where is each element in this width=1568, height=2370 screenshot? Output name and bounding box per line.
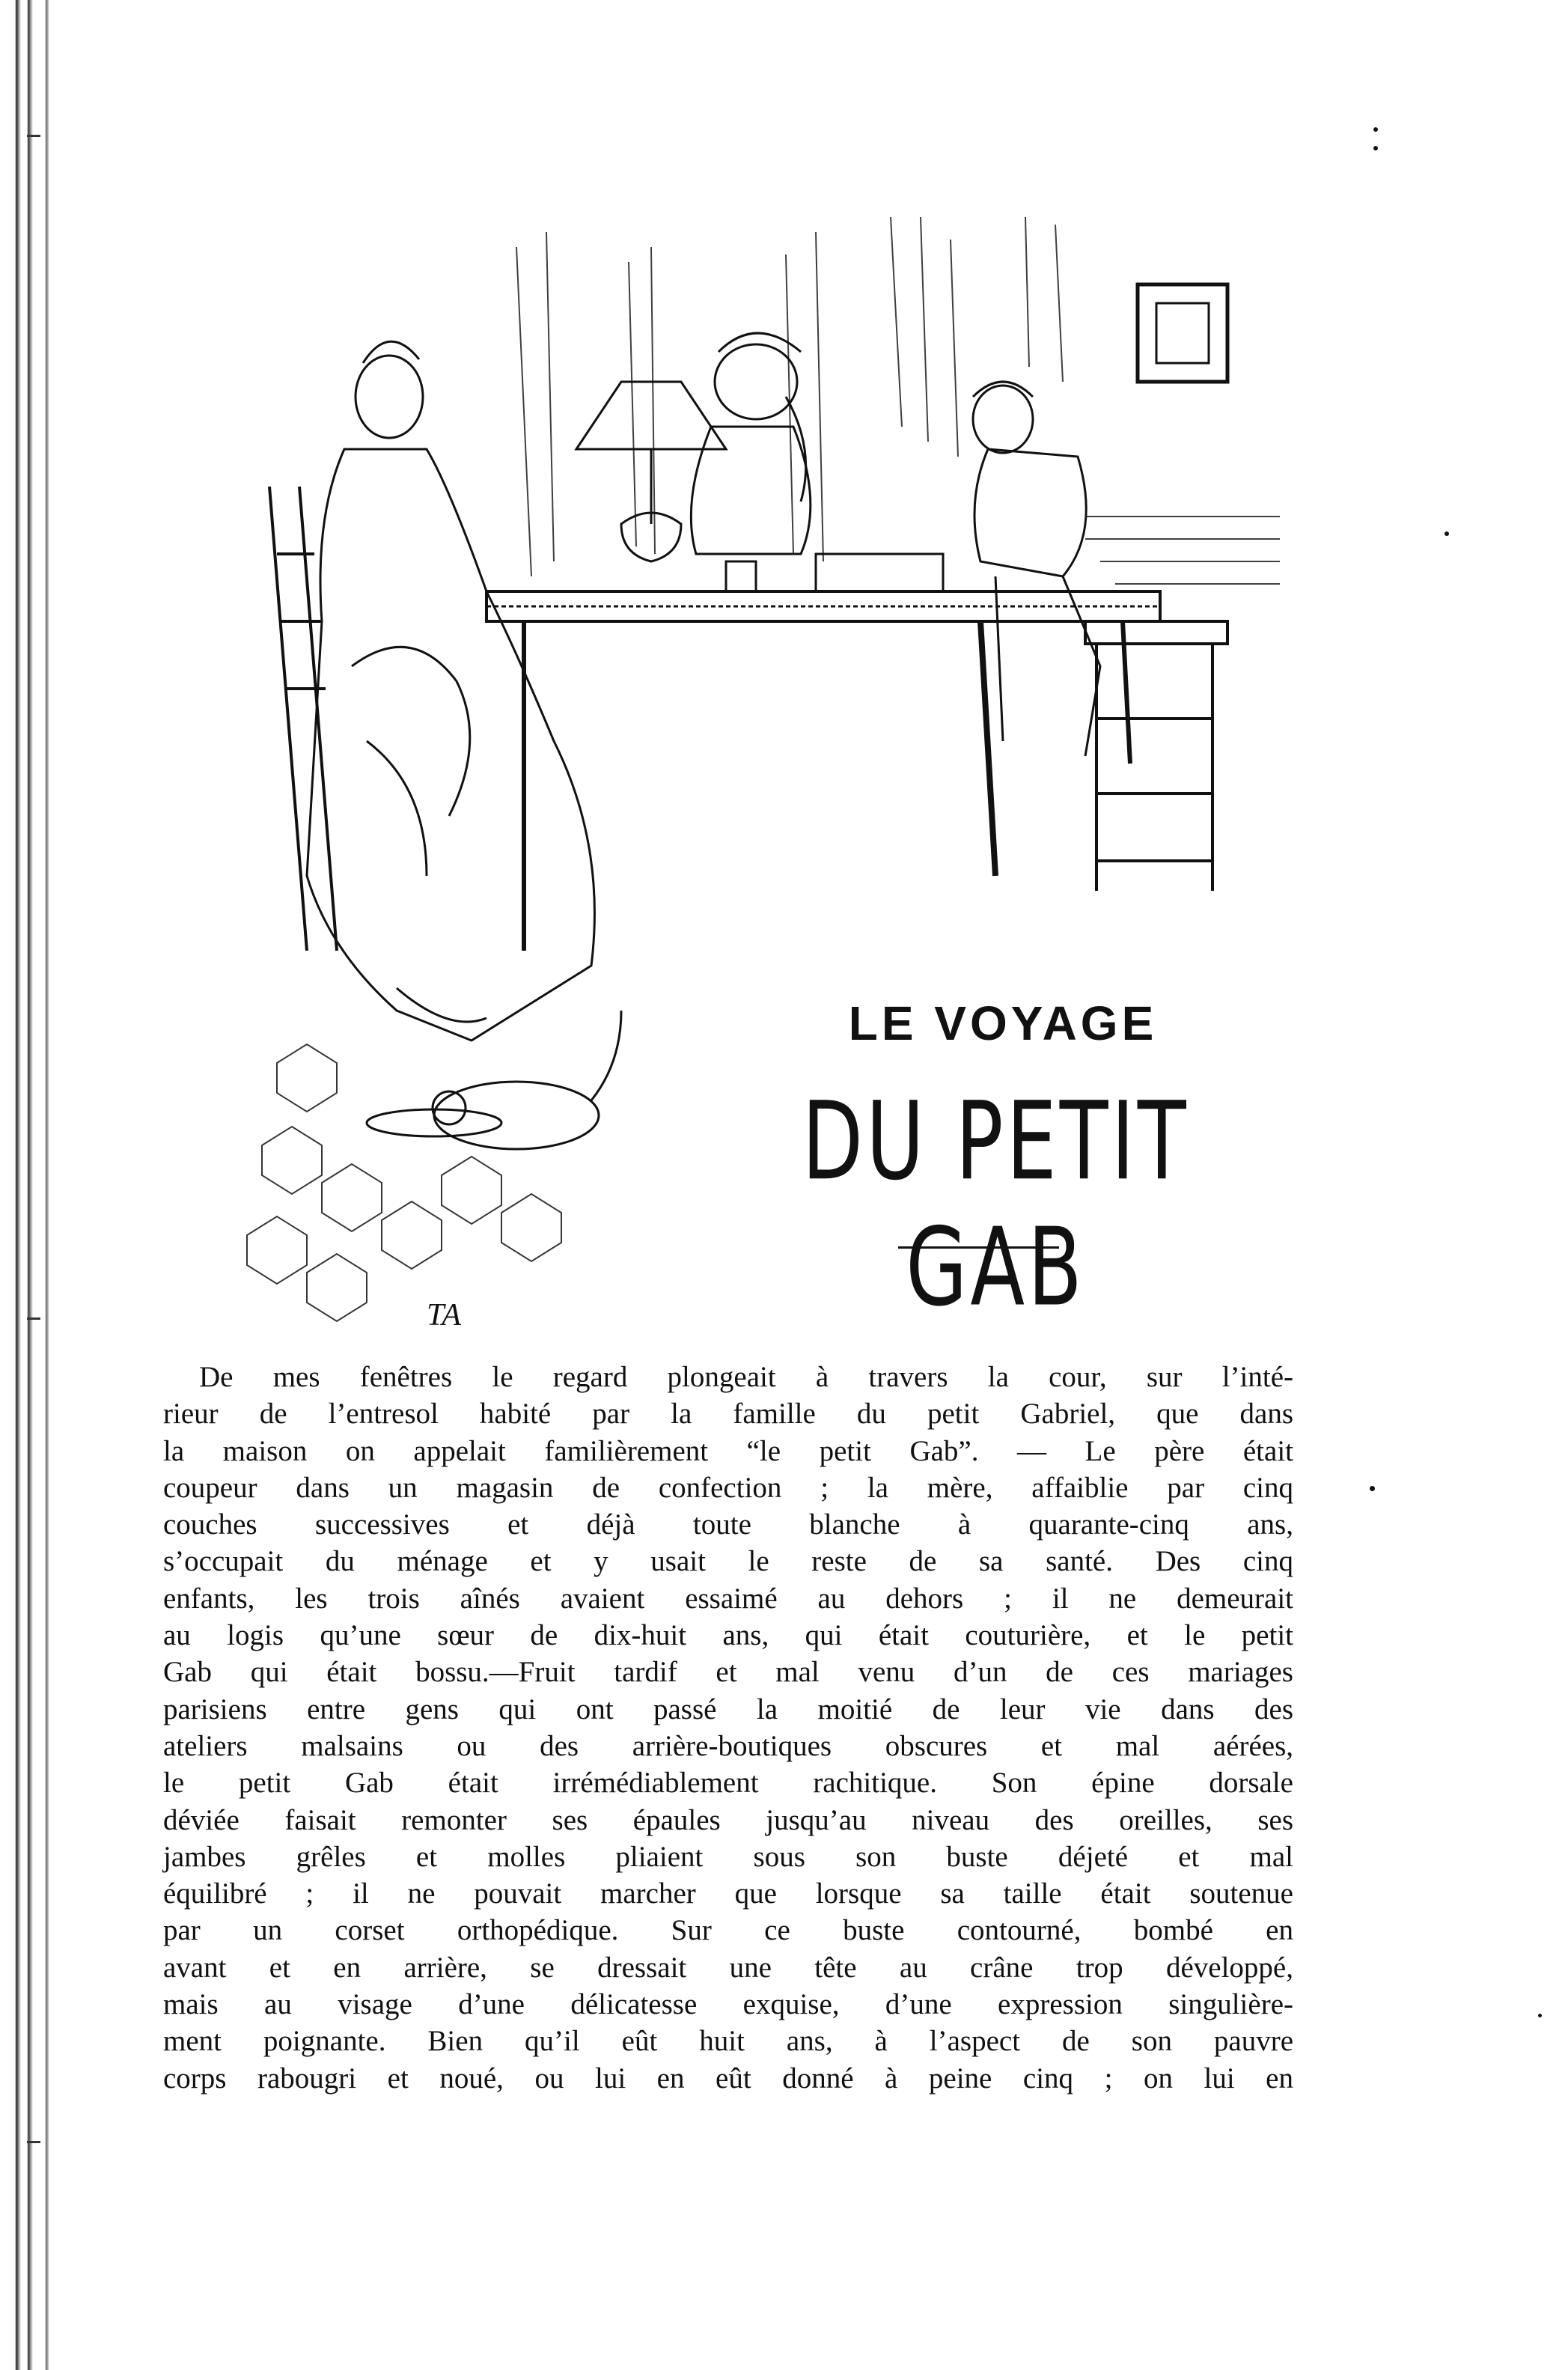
text-line: De mes fenêtres le regard plongeait à travers la cour, sur l’inté- — [199, 1361, 1293, 1393]
text-line: corps rabougri et noué, ou lui en eût donné à peine cinq ; on lui en — [163, 2062, 1293, 2095]
lamp-shade — [576, 382, 726, 449]
chair-left — [269, 487, 337, 951]
illustration-signature: TA — [427, 1298, 461, 1332]
text-line: ateliers malsains ou des arrière-boutiques obscures et mal aérées, — [163, 1729, 1293, 1762]
print-speck — [1373, 127, 1378, 132]
text-line: au logis qu’une sœur de dix-huit ans, qui était couturière, et le petit — [163, 1619, 1293, 1652]
text-line: parisiens entre gens qui ont passé la moitié de leur vie dans des — [163, 1693, 1293, 1725]
print-speck — [1373, 146, 1378, 150]
page-binding-edge — [0, 0, 58, 2370]
story-body — [163, 1359, 1293, 2097]
text-line: la maison on appelait familièrement “le petit Gab”. — Le père était — [163, 1434, 1293, 1467]
background-hatching — [516, 217, 1280, 584]
print-speck — [1445, 531, 1449, 536]
text-line: Gab qui était bossu.—Fruit tardif et mal venu d’un de ces mariages — [163, 1656, 1293, 1689]
story-title-line1: LE VOYAGE — [848, 996, 1158, 1050]
text-line: enfants, les trois aînés avaient essaimé au dehors ; il ne demeurait — [163, 1582, 1293, 1615]
print-speck — [1370, 1486, 1375, 1491]
title-divider — [898, 1246, 1059, 1249]
binding-mark — [27, 2141, 40, 2143]
text-line: rieur de l’entresol habité par la famille du petit Gabriel, que dans — [163, 1398, 1293, 1431]
stool-right — [1085, 621, 1227, 891]
text-line: déviée faisait remonter ses épaules jusqu’au niveau des oreilles, ses — [163, 1803, 1293, 1836]
text-line: ment poignante. Bien qu’il eût huit ans, à l’aspect de son pauvre — [163, 2025, 1293, 2058]
text-line: jambes grêles et molles pliaient sous son buste déjeté et mal — [163, 1840, 1293, 1873]
text-line: coupeur dans un magasin de confection ; la mère, affaiblie par cinq — [163, 1471, 1293, 1504]
boy-reading — [973, 382, 1100, 756]
print-speck — [1538, 2014, 1542, 2017]
text-line: équilibré ; il ne pouvait marcher que lorsque sa taille était soutenue — [163, 1877, 1293, 1910]
binding-mark — [27, 135, 40, 137]
tiled-floor — [247, 1044, 561, 1321]
binding-mark — [27, 1317, 40, 1320]
story-title-line2: DU PETIT GAB — [802, 1078, 1189, 1330]
text-line: s’occupait du ménage et y usait le reste de sa santé. Des cinq — [163, 1545, 1293, 1578]
text-line: le petit Gab était irrémédiablement rachitique. Son épine dorsale — [163, 1767, 1293, 1800]
text-line: mais au visage d’une délicatesse exquise, d’une expression singulière- — [163, 1988, 1293, 2021]
text-line: par un corset orthopédique. Sur ce buste contourné, bombé en — [163, 1914, 1293, 1947]
text-line: avant et en arrière, se dressait une tête au crâne trop développé, — [163, 1951, 1293, 1984]
cat-eating — [367, 1011, 621, 1149]
table — [486, 554, 1160, 951]
text-line: couches successives et déjà toute blanche à quarante-cinq ans, — [163, 1508, 1293, 1541]
wall-picture — [1138, 284, 1227, 382]
